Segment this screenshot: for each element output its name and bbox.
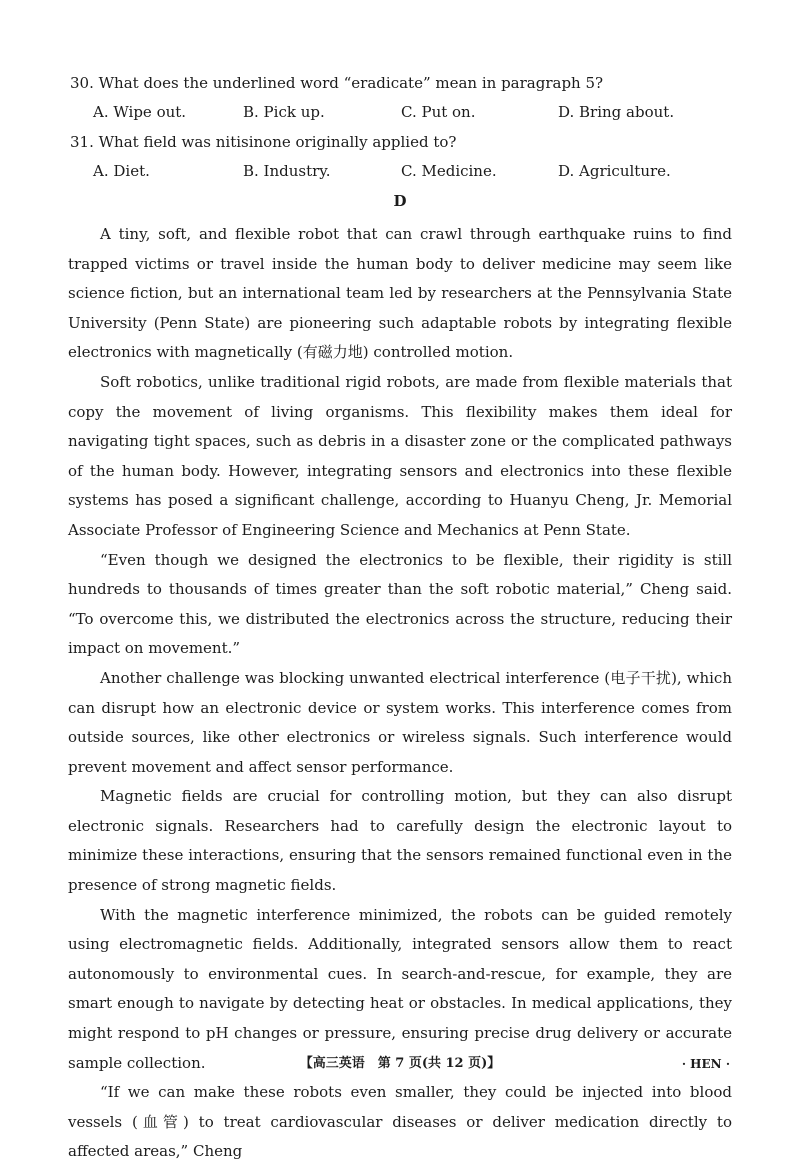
- question-31-option-a: A. Diet.: [93, 162, 150, 180]
- question-30-option-a: A. Wipe out.: [93, 103, 187, 121]
- footer-page-label: 【高三英语 第 7 页(共 12 页)】: [299, 1056, 501, 1071]
- passage-paragraph-2: Soft robotics, unlike traditional rigid robots, are made from flexible materials that copy the movement of living organisms. This flexibility makes them ideal for navigating tight spaces, such as debris in a disaster zone or the complicated pathways of the human body. However, integrating sensors and electronics into these flexible systems has posed a significant challenge, according to Huanyu Cheng, Jr. Memorial Associate Professor of Engineering Science and Mechanics at Penn State.: [68, 372, 732, 539]
- question-31-option-c: C. Medicine.: [401, 162, 497, 180]
- passage-paragraph-7: “If we can make these robots even smaller, they could be injected into blood vessels (血管) to treat cardiovascular diseases or deliver medication directly to affected areas,” Cheng: [68, 1083, 732, 1161]
- question-30-option-b: B. Pick up.: [243, 103, 325, 121]
- question-31-option-b: B. Industry.: [243, 162, 331, 180]
- question-31-options: [93, 161, 733, 181]
- passage-paragraph-3: “Even though we designed the electronics to be flexible, their rigidity is still hundreds to thousands of times greater than the soft robotic material,” Cheng said. “To overcome this, we distributed the electronics across the structure, reducing their impact on movement.”: [68, 550, 732, 658]
- question-31-stem: 31. What field was nitisinone originally applied to?: [70, 133, 457, 151]
- question-30-option-c: C. Put on.: [401, 103, 476, 121]
- passage-paragraph-6: With the magnetic interference minimized, the robots can be guided remotely using electromagnetic fields. Additionally, integrated sensors allow them to react autonomously to environmental cues. In search-and-rescue, for example, they are smart enough to navigate by detecting heat or obstacles. In medical applications, they might respond to pH changes or pressure, ensuring precise drug delivery or accurate sample collection.: [68, 905, 732, 1072]
- reading-passage: [68, 220, 732, 1167]
- section-heading-d: D: [393, 192, 407, 210]
- question-30-options: [93, 102, 733, 122]
- passage-paragraph-1: A tiny, soft, and flexible robot that can crawl through earthquake ruins to find trapped victims or travel inside the human body to deliver medicine may seem like science fiction, but an international team led by researchers at the Pennsylvania State University (Penn State) are pioneering such adaptable robots by integrating flexible electronics with magnetically (有磁力地) controlled motion.: [68, 225, 732, 362]
- question-31-option-d: D. Agriculture.: [558, 162, 671, 180]
- passage-paragraph-5: Magnetic fields are crucial for controlling motion, but they can also disrupt electronic signals. Researchers had to carefully design the electronic layout to minimize these interactions, ensuring that the sensors remained functional even in the presence of strong magnetic fields.: [68, 787, 732, 895]
- passage-paragraph-4: Another challenge was blocking unwanted electrical interference (电子干扰), which can disrupt how an electronic device or system works. This interference comes from outside sources, like other electronics or wireless signals. Such interference would prevent movement and affect sensor performance.: [68, 668, 732, 776]
- footer-exam-code: · HEN ·: [681, 1057, 730, 1071]
- question-30-option-d: D. Bring about.: [558, 103, 675, 121]
- page-footer: [0, 1054, 800, 1074]
- question-30-stem: 30. What does the underlined word “eradicate” mean in paragraph 5?: [70, 74, 604, 92]
